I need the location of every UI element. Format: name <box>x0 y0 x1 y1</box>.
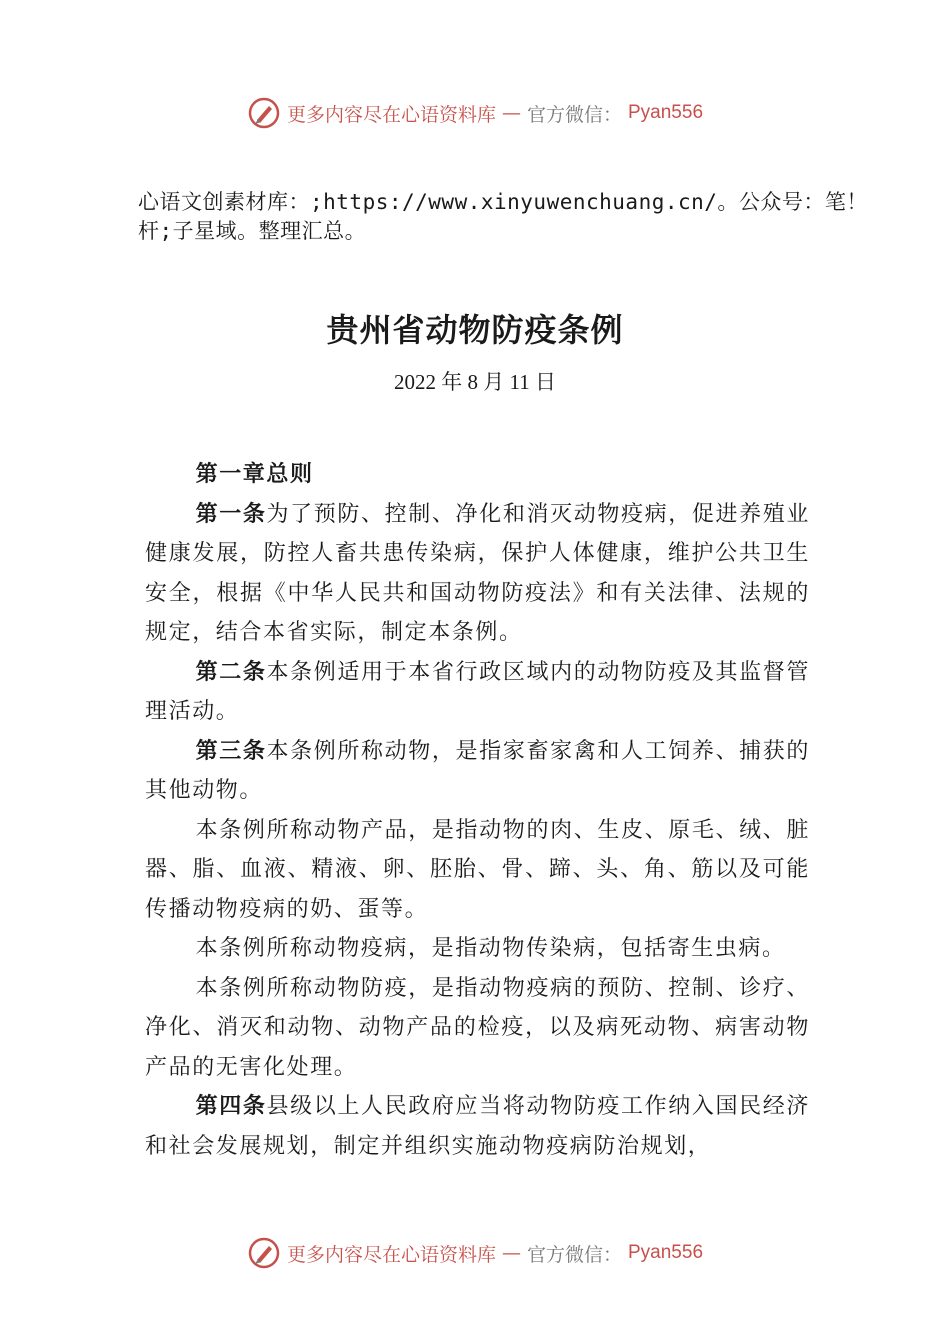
document-title: 贵州省动物防疫条例 <box>326 311 624 349</box>
source-line: 心语文创素材库：;https://www.xinyuwenchuang.cn/。公众号：笔！杆;子星域。整理汇总。 <box>138 190 868 243</box>
article-paragraph <box>145 1087 810 1166</box>
article-text: 本条例所称动物产品，是指动物的肉、生皮、原毛、绒、脏器、脂、血液、精液、卵、胚胎、骨、蹄、头、角、筋以及可能传播动物疫病的奶、蛋等。 <box>145 817 810 922</box>
article-paragraph <box>145 969 810 1088</box>
article-label: 第一条 <box>195 501 267 527</box>
article-paragraph <box>145 495 810 653</box>
watermark-bottom <box>0 1236 950 1270</box>
article-text: 本条例所称动物疫病，是指动物传染病，包括寄生虫病。 <box>195 936 786 961</box>
pen-logo-icon <box>247 96 281 130</box>
watermark-wechat-label: 官方微信： <box>526 103 622 126</box>
article-text: 本条例所称动物防疫，是指动物疫病的预防、控制、诊疗、净化、消灭和动物、动物产品的检疫，以及病死动物、病害动物产品的无害化处理。 <box>145 975 810 1080</box>
article-text: 本条例所称动物，是指家畜家禽和人工饲养、捕获的其他动物。 <box>145 738 810 803</box>
watermark-separator: — <box>501 1242 521 1264</box>
article-text: 县级以上人民政府应当将动物防疫工作纳入国民经济和社会发展规划，制定并组织实施动物疫病防治规划， <box>145 1094 810 1159</box>
watermark-top <box>0 96 950 130</box>
article-label: 第二条 <box>195 659 267 685</box>
article-text: 本条例适用于本省行政区域内的动物防疫及其监督管理活动。 <box>145 659 810 724</box>
article-paragraph <box>145 811 810 930</box>
watermark-wechat-label: 官方微信： <box>526 1243 622 1266</box>
article-paragraph <box>145 653 810 732</box>
document-body <box>145 455 810 1166</box>
watermark-separator: — <box>501 102 521 124</box>
watermark-wechat-id: Pyan556 <box>628 102 704 123</box>
article-paragraph <box>145 732 810 811</box>
chapter-heading: 第一章总则 <box>195 462 314 487</box>
document-date: 2022 年 8 月 11 日 <box>394 370 556 394</box>
article-label: 第四条 <box>195 1094 267 1119</box>
article-paragraph <box>145 929 810 969</box>
watermark-brand: 更多内容尽在心语资料库 <box>286 1243 496 1266</box>
article-label: 第三条 <box>195 738 267 764</box>
article-text: 为了预防、控制、净化和消灭动物疫病，促进养殖业健康发展，防控人畜共患传染病，保护人体健康，维护公共卫生安全，根据《中华人民共和国动物防疫法》和有关法律、法规的规定，结合本省实际，制定本条例。 <box>145 501 810 645</box>
watermark-brand: 更多内容尽在心语资料库 <box>286 103 496 126</box>
pen-logo-icon <box>247 1236 281 1270</box>
watermark-wechat-id: Pyan556 <box>628 1242 704 1263</box>
